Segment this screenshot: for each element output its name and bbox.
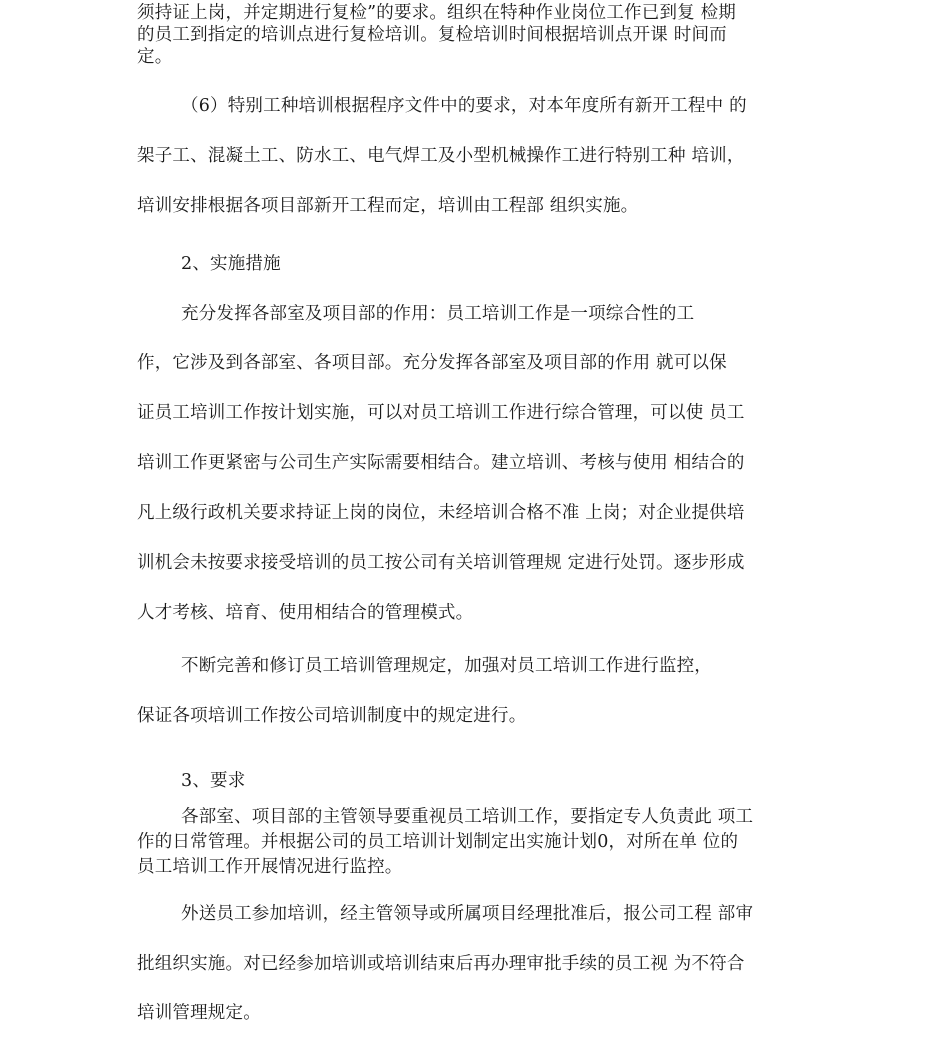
section-heading-3: 3、要求 <box>181 771 246 791</box>
text-line: 定。 <box>137 47 173 67</box>
text-line: 外送员工参加培训，经主管领导或所属项目经理批准后，报公司工程 部审 <box>181 904 754 924</box>
section-heading-2: 2、实施措施 <box>181 254 281 274</box>
text-line: 充分发挥各部室及项目部的作用：员工培训工作是一项综合性的工 <box>181 304 695 324</box>
text-line: 不断完善和修订员工培训管理规定，加强对员工培训工作进行监控， <box>181 656 712 676</box>
text-line: 培训管理规定。 <box>137 1003 261 1023</box>
text-line: 架子工、混凝土工、防水工、电气焊工及小型机械操作工进行特别工种 培训， <box>137 146 745 166</box>
text-line: 培训安排根据各项目部新开工程而定，培训由工程部 组织实施。 <box>137 196 639 216</box>
text-line: 须持证上岗，并定期进行复检”的要求。组织在特种作业岗位工作已到复 检期 <box>137 3 737 23</box>
text-line: 的员工到指定的培训点进行复检培训。复检培训时间根据培训点开课 时间而 <box>137 25 727 45</box>
text-line: 证员工培训工作按计划实施，可以对员工培训工作进行综合管理，可以使 员工 <box>137 403 745 423</box>
text-line: 培训工作更紧密与公司生产实际需要相结合。建立培训、考核与使用 相结合的 <box>137 453 745 473</box>
text-line: 凡上级行政机关要求持证上岗的岗位，未经培训合格不准 上岗；对企业提供培 <box>137 503 745 523</box>
text-line: 各部室、项目部的主管领导要重视员工培训工作，要指定专人负责此 项工 <box>181 807 754 827</box>
text-line: 员工培训工作开展情况进行监控。 <box>137 857 403 877</box>
text-line: 批组织实施。对已经参加培训或培训结束后再办理审批手续的员工视 为不符合 <box>137 954 745 974</box>
text-line: （6）特别工种培训根据程序文件中的要求，对本年度所有新开工程中 的 <box>181 96 747 116</box>
text-line: 训机会未按要求接受培训的员工按公司有关培训管理规 定进行处罚。逐步形成 <box>137 553 745 573</box>
text-line: 作，它涉及到各部室、各项目部。充分发挥各部室及项目部的作用 就可以保 <box>137 353 727 373</box>
text-line: 作的日常管理。并根据公司的员工培训计划制定出实施计划0，对所在单 位的 <box>137 832 739 852</box>
text-line: 保证各项培训工作按公司培训制度中的规定进行。 <box>137 706 527 726</box>
text-line: 人才考核、培育、使用相结合的管理模式。 <box>137 603 474 623</box>
